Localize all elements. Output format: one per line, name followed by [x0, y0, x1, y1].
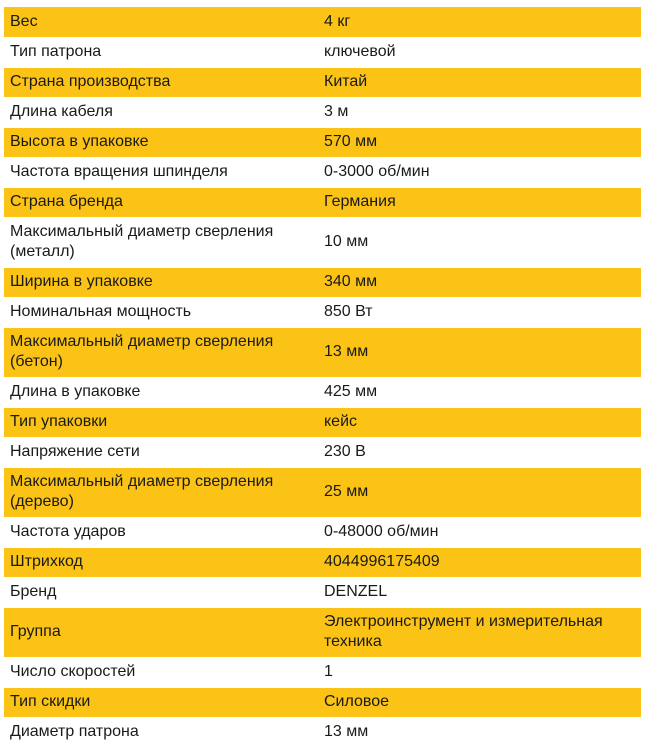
- spec-value: Электроинструмент и измерительная техника: [318, 607, 641, 657]
- spec-row-max-drill-wood: [4, 467, 641, 517]
- spec-row-brand: [4, 577, 641, 607]
- spec-row-rated-power: [4, 297, 641, 327]
- spec-row-weight: [4, 7, 641, 37]
- spec-row-package-width: [4, 267, 641, 297]
- spec-name: Частота вращения шпинделя: [4, 157, 318, 187]
- spec-name: Страна производства: [4, 67, 318, 97]
- spec-value: 13 мм: [318, 327, 641, 377]
- spec-name: Тип патрона: [4, 37, 318, 67]
- spec-name: Длина в упаковке: [4, 377, 318, 407]
- spec-value: кейс: [318, 407, 641, 437]
- spec-value: Китай: [318, 67, 641, 97]
- spec-row-brand-country: [4, 187, 641, 217]
- spec-row-package-type: [4, 407, 641, 437]
- spec-name: Частота ударов: [4, 517, 318, 547]
- spec-row-package-height: [4, 127, 641, 157]
- spec-row-max-drill-concrete: [4, 327, 641, 377]
- specs-table-body: [4, 7, 641, 747]
- spec-row-discount-type: [4, 687, 641, 717]
- specs-table: [4, 7, 641, 747]
- spec-value: 850 Вт: [318, 297, 641, 327]
- spec-value: 4044996175409: [318, 547, 641, 577]
- spec-name: Длина кабеля: [4, 97, 318, 127]
- spec-row-mains-voltage: [4, 437, 641, 467]
- spec-value: Германия: [318, 187, 641, 217]
- spec-name: Число скоростей: [4, 657, 318, 687]
- spec-value: 425 мм: [318, 377, 641, 407]
- spec-name: Группа: [4, 607, 318, 657]
- spec-row-spindle-speed: [4, 157, 641, 187]
- spec-row-chuck-type: [4, 37, 641, 67]
- spec-name: Диаметр патрона: [4, 717, 318, 747]
- spec-value: Силовое: [318, 687, 641, 717]
- spec-value: 25 мм: [318, 467, 641, 517]
- spec-row-barcode: [4, 547, 641, 577]
- spec-value: 13 мм: [318, 717, 641, 747]
- spec-row-cable-length: [4, 97, 641, 127]
- spec-value: DENZEL: [318, 577, 641, 607]
- spec-name: Вес: [4, 7, 318, 37]
- spec-row-country-of-manufacture: [4, 67, 641, 97]
- spec-name: Штрихкод: [4, 547, 318, 577]
- spec-name: Бренд: [4, 577, 318, 607]
- spec-row-chuck-diameter: [4, 717, 641, 747]
- spec-row-package-length: [4, 377, 641, 407]
- spec-name: Максимальный диаметр сверления (бетон): [4, 327, 318, 377]
- spec-value: 3 м: [318, 97, 641, 127]
- spec-name: Напряжение сети: [4, 437, 318, 467]
- spec-name: Ширина в упаковке: [4, 267, 318, 297]
- spec-row-speed-count: [4, 657, 641, 687]
- spec-row-group: [4, 607, 641, 657]
- spec-name: Максимальный диаметр сверления (дерево): [4, 467, 318, 517]
- spec-name: Страна бренда: [4, 187, 318, 217]
- spec-name: Максимальный диаметр сверления (металл): [4, 217, 318, 267]
- spec-value: 0-48000 об/мин: [318, 517, 641, 547]
- spec-name: Тип упаковки: [4, 407, 318, 437]
- spec-value: 1: [318, 657, 641, 687]
- spec-value: 230 В: [318, 437, 641, 467]
- spec-value: 10 мм: [318, 217, 641, 267]
- spec-value: ключевой: [318, 37, 641, 67]
- spec-name: Высота в упаковке: [4, 127, 318, 157]
- spec-name: Тип скидки: [4, 687, 318, 717]
- spec-name: Номинальная мощность: [4, 297, 318, 327]
- spec-value: 570 мм: [318, 127, 641, 157]
- spec-row-max-drill-metal: [4, 217, 641, 267]
- spec-value: 4 кг: [318, 7, 641, 37]
- spec-row-impact-rate: [4, 517, 641, 547]
- spec-value: 340 мм: [318, 267, 641, 297]
- spec-value: 0-3000 об/мин: [318, 157, 641, 187]
